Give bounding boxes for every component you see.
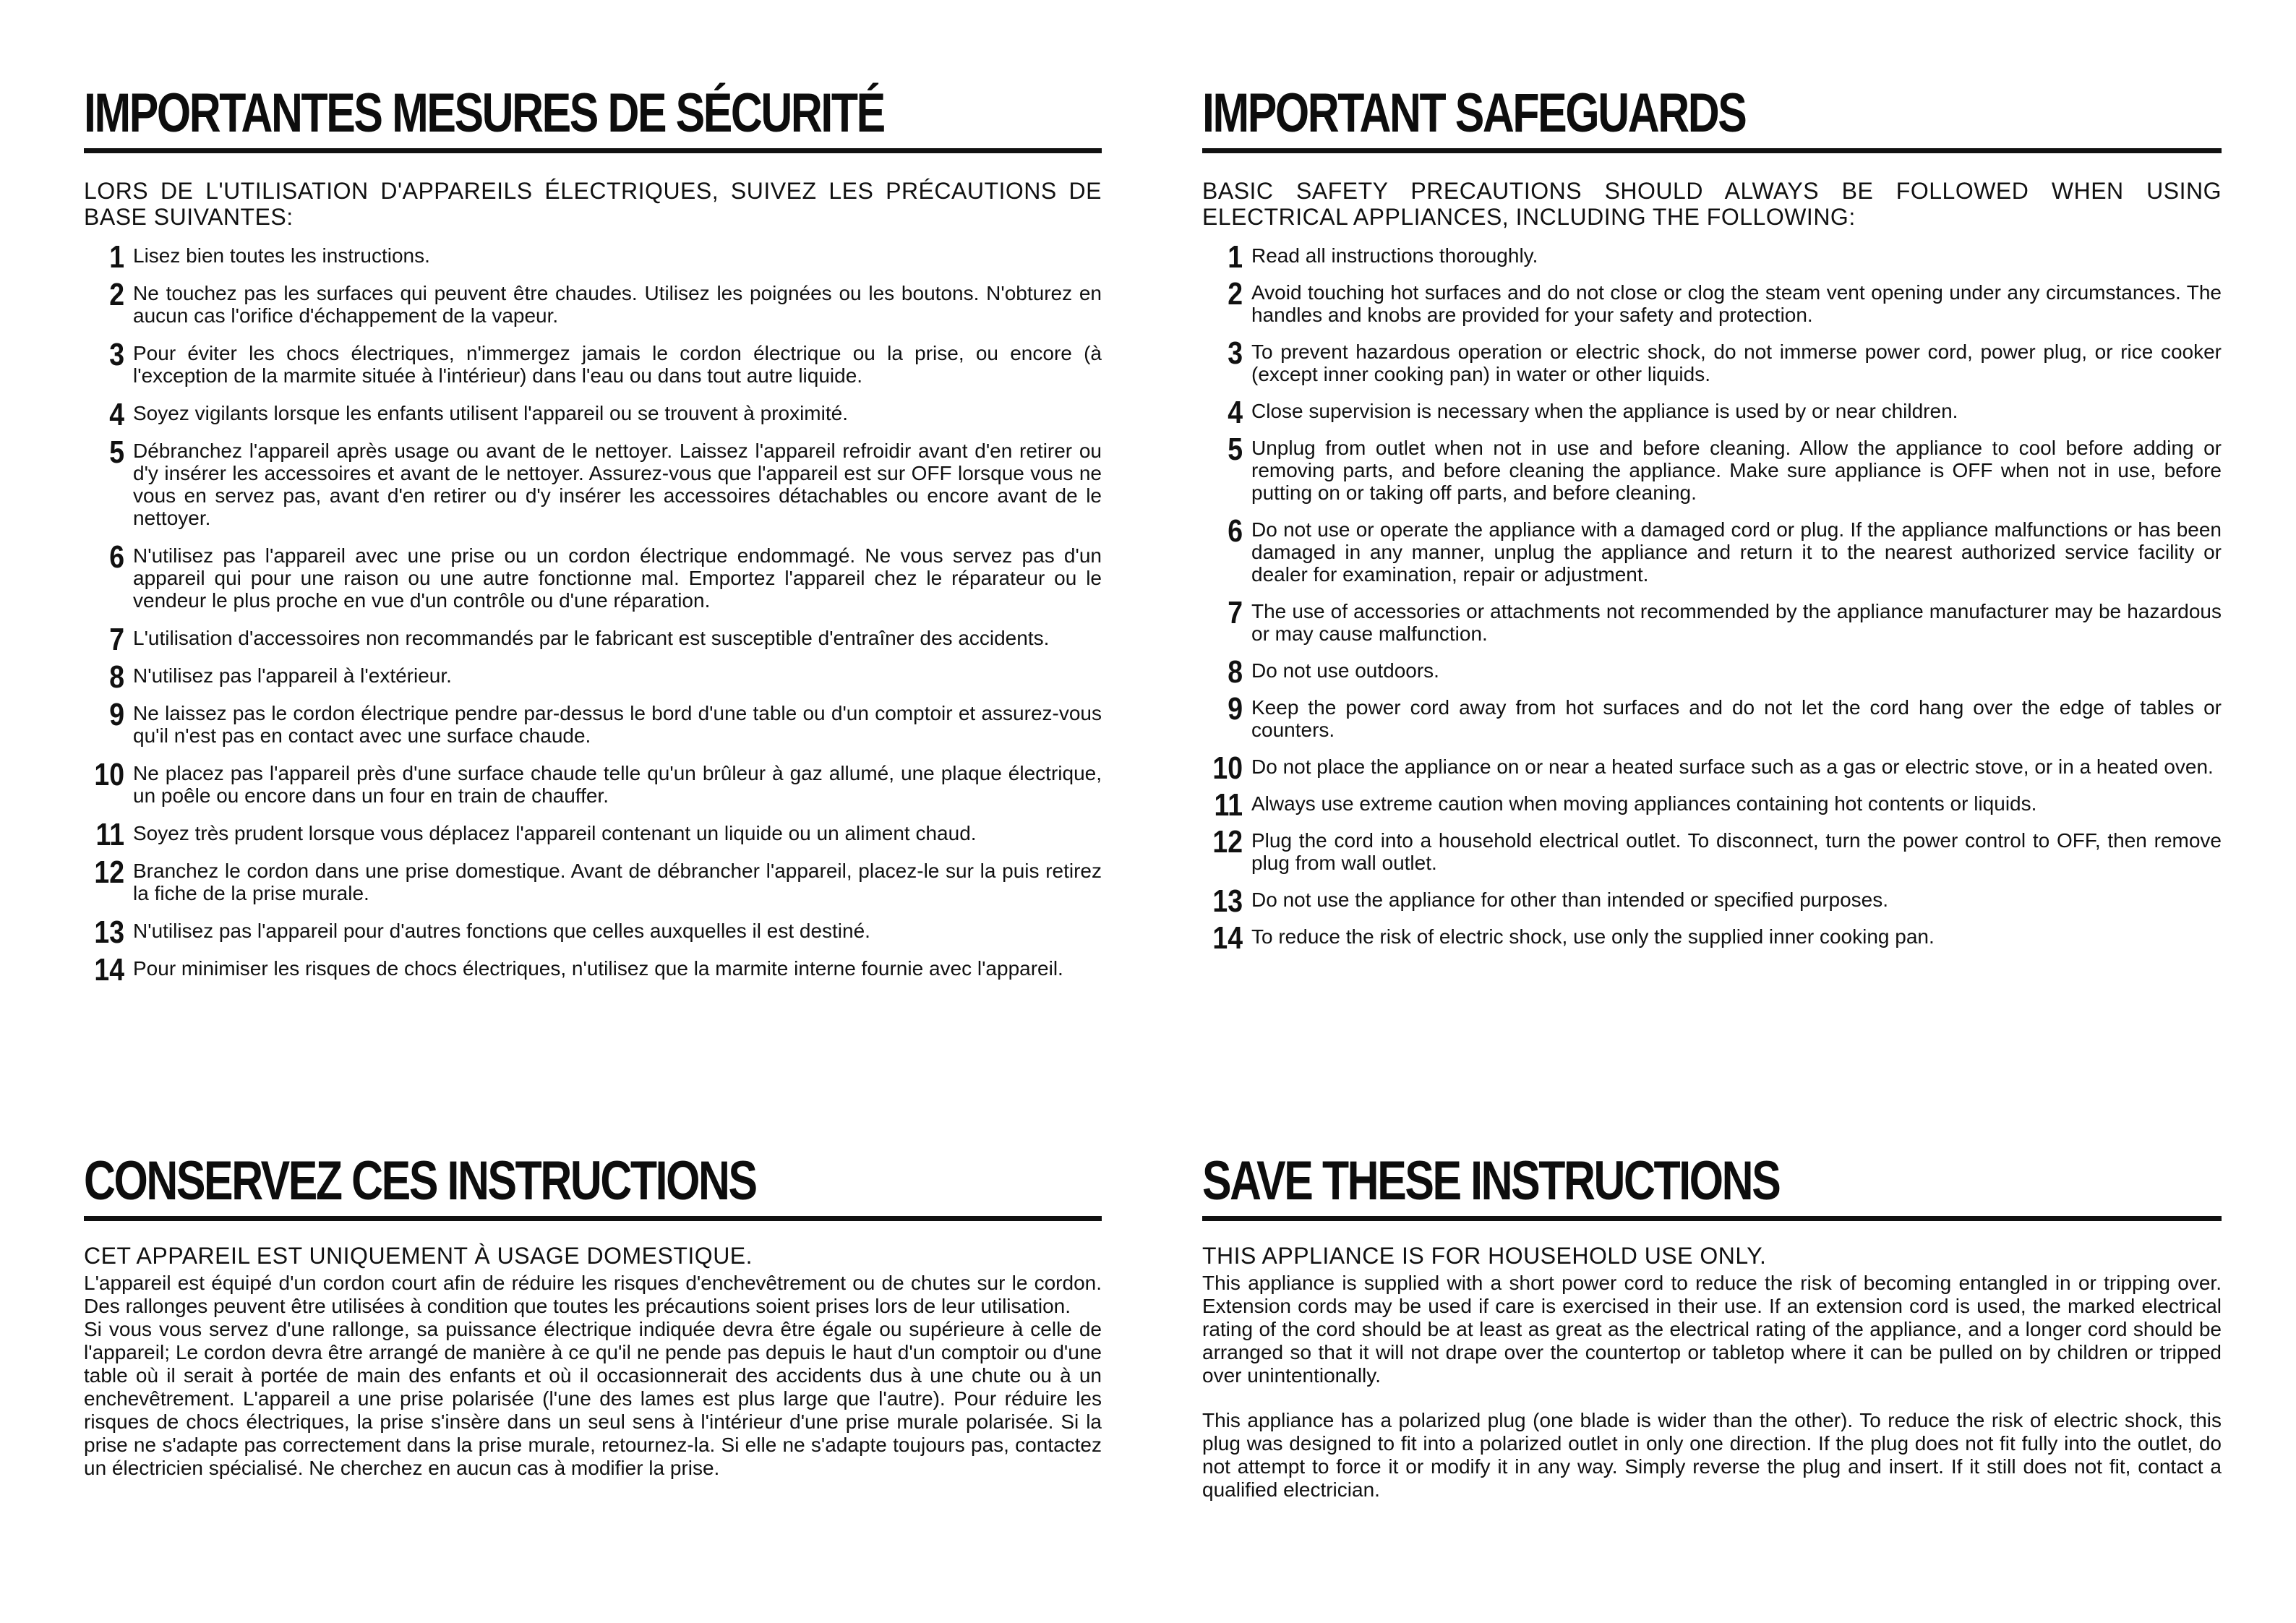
item-text: Pour minimiser les risques de chocs électriques, n'utilisez que la marmite interne fournie avec l'appareil. <box>133 957 1063 980</box>
item-text: Soyez très prudent lorsque vous déplacez l'appareil contenant un liquide ou un aliment chaud. <box>133 822 977 844</box>
item-number: 5 <box>109 434 124 470</box>
safeguard-item <box>1202 239 2222 275</box>
safeguard-item <box>84 817 1102 852</box>
safeguard-item <box>84 239 1102 275</box>
safeguard-item <box>1202 595 2222 645</box>
item-text: To prevent hazardous operation or electric shock, do not immerse power cord, power plug, or rice cooker (except inner cooking pan) in water or other liquids. <box>1251 341 2222 385</box>
safeguard-item <box>1202 920 2222 956</box>
item-text: Do not use outdoors. <box>1251 659 1439 682</box>
french-safeguards-title: IMPORTANTES MESURES DE SÉCURITÉ <box>84 82 884 144</box>
safeguard-item <box>1202 654 2222 690</box>
item-text: To reduce the risk of electric shock, use only the supplied inner cooking pan. <box>1251 925 1935 948</box>
french-safeguards-intro: LORS DE L'UTILISATION D'APPAREILS ÉLECTRIQUES, SUIVEZ LES PRÉCAUTIONS DE BASE SUIVANTES: <box>84 178 1102 230</box>
english-save-paragraph-2: This appliance has a polarized plug (one blade is wider than the other). To reduce the risk of electric shock, this plug was designed to fit into a polarized outlet in only one direction. If the plug does not fit fully into the outlet, do not attempt to force it or modify it in any way. Simply reverse the plug and insert. If it still does not fit, contact a qualified electrician. <box>1202 1409 2222 1501</box>
item-number: 2 <box>1228 276 1243 312</box>
safeguard-item <box>1202 883 2222 919</box>
french-safeguards-list <box>84 239 1102 988</box>
safeguard-item <box>84 952 1102 988</box>
item-text: N'utilisez pas l'appareil pour d'autres fonctions que celles auxquelles il est destiné. <box>133 920 870 942</box>
item-text: Ne placez pas l'appareil près d'une surface chaude telle qu'un brûleur à gaz allumé, une plaque électrique, un poêle ou encore dans un four en train de chauffer. <box>133 762 1102 807</box>
item-text: Keep the power cord away from hot surfaces and do not let the cord hang over the edge of tables or counters. <box>1251 696 2222 741</box>
item-number: 4 <box>109 397 124 432</box>
french-save-paragraph-1: L'appareil est équipé d'un cordon court afin de réduire les risques d'enchevêtrement ou de chutes sur le cordon. Des rallonges peuvent être utilisées à condition que toutes les précautions soient prises lors de leur utilisation. <box>84 1272 1102 1317</box>
item-text: Débranchez l'appareil après usage ou avant de le nettoyer. Laissez l'appareil refroidir avant d'en retirer ou d'y insérer les accessoires et avant de le nettoyer. Assurez-vous que l'appareil est sur OFF lorsque vous ne vous en servez pas, avant d'en retirer ou d'y insérer les accessoires détachables ou encore avant de le nettoyer. <box>133 440 1102 529</box>
item-text: N'utilisez pas l'appareil avec une prise ou un cordon électrique endommagé. Ne vous servez pas d'un appareil qui pour une raison ou une autre fonctionne mal. Emportez l'appareil chez le réparateur ou le vendeur le plus proche en vue d'un contrôle ou d'une réparation. <box>133 544 1102 612</box>
item-number: 14 <box>1212 920 1243 956</box>
safeguard-item <box>1202 824 2222 874</box>
item-text: Ne laissez pas le cordon électrique pendre par-dessus le bord d'une table ou d'un comptoir et assurez-vous qu'il n'est pas en contact avec une surface chaude. <box>133 702 1102 747</box>
safeguard-item <box>84 915 1102 950</box>
safeguard-item <box>1202 750 2222 786</box>
english-safeguards-section <box>1202 83 2222 962</box>
item-number: 3 <box>1228 335 1243 371</box>
safeguard-item <box>84 622 1102 657</box>
french-save-paragraph-2: Si vous vous servez d'une rallonge, sa puissance électrique indiquée devra être égale ou supérieure à celle de l'appareil; Le cordon devra être arrangé de manière à ce qu'il ne pende pas depuis le haut d'un comptoir ou d'une table où il serait à portée de main des enfants et où il occasionnerait des accidents dus à une chute ou à un enchevêtrement. L'appareil a une prise polarisée (l'une des lames est plus large que l'autre). Pour réduire les risques de chocs électriques, la prise s'insère dans un seul sens à l'intérieur d'une prise murale polarisée. Si la prise ne s'adapte pas correctement dans la prise murale, retournez-la. Si elle ne s'adapte toujours pas, contactez un électricien spécialisé. Ne cherchez en aucun cas à modifier la prise. <box>84 1318 1102 1479</box>
item-text: Do not use or operate the appliance with a damaged cord or plug. If the appliance malfunctions or has been damaged in any manner, unplug the appliance and return it to the nearest authorized service facility or dealer for examination, repair or adjustment. <box>1251 518 2222 586</box>
item-text: Branchez le cordon dans une prise domestique. Avant de débrancher l'appareil, placez-le sur la puis retirez la fiche de la prise murale. <box>133 860 1102 904</box>
item-text: Unplug from outlet when not in use and before cleaning. Allow the appliance to cool before adding or removing parts, and before cleaning the appliance. Make sure appliance is OFF when not in use, before putting on or taking off parts, and before cleaning. <box>1251 437 2222 504</box>
safeguard-item <box>1202 432 2222 504</box>
safeguard-item <box>84 277 1102 327</box>
item-number: 6 <box>109 539 124 575</box>
safeguard-item <box>1202 395 2222 430</box>
english-safeguards-title: IMPORTANT SAFEGUARDS <box>1202 82 1746 144</box>
safeguard-item <box>84 397 1102 432</box>
item-text: The use of accessories or attachments not recommended by the appliance manufacturer may be hazardous or may cause malfunction. <box>1251 600 2222 645</box>
safeguard-item <box>84 337 1102 387</box>
french-save-section <box>84 1151 1102 1480</box>
safeguard-item <box>84 539 1102 612</box>
item-number: 8 <box>1228 654 1243 690</box>
english-safeguards-list <box>1202 239 2222 956</box>
item-number: 8 <box>109 659 124 695</box>
french-safeguards-section <box>84 83 1102 995</box>
item-text: Soyez vigilants lorsque les enfants utilisent l'appareil ou se trouvent à proximité. <box>133 402 848 424</box>
english-save-title: SAVE THESE INSTRUCTIONS <box>1202 1150 1780 1212</box>
item-number: 7 <box>109 622 124 657</box>
item-text: Do not use the appliance for other than intended or specified purposes. <box>1251 888 1889 911</box>
english-save-section <box>1202 1151 2222 1502</box>
english-safeguards-intro: BASIC SAFETY PRECAUTIONS SHOULD ALWAYS BE FOLLOWED WHEN USING ELECTRICAL APPLIANCES, INCLUDING THE FOLLOWING: <box>1202 178 2222 230</box>
safeguard-item <box>84 659 1102 695</box>
item-text: Read all instructions thoroughly. <box>1251 244 1538 267</box>
item-number: 13 <box>94 915 124 950</box>
title-divider <box>1202 1216 2222 1221</box>
item-number: 1 <box>1228 239 1243 275</box>
safeguard-item <box>1202 513 2222 586</box>
item-number: 4 <box>1228 395 1243 430</box>
item-text: Always use extreme caution when moving appliances containing hot contents or liquids. <box>1251 792 2037 815</box>
french-save-subhead: CET APPAREIL EST UNIQUEMENT À USAGE DOMESTIQUE. <box>84 1243 753 1269</box>
item-number: 10 <box>1212 750 1243 786</box>
item-text: L'utilisation d'accessoires non recommandés par le fabricant est susceptible d'entraîner des accidents. <box>133 627 1050 649</box>
safeguard-item <box>1202 691 2222 741</box>
english-save-paragraph-1: This appliance is supplied with a short power cord to reduce the risk of becoming entangled in or tripping over. Extension cords may be used if care is exercised in their use. If an extension cord is used, the marked electrical rating of the cord should be at least as great as the electrical rating of the appliance, and a longer cord should be arranged so that it will not drape over the countertop or tabletop where it can be pulled on by children or tripped over unintentionally. <box>1202 1272 2222 1387</box>
item-text: Ne touchez pas les surfaces qui peuvent être chaudes. Utilisez les poignées ou les boutons. N'obturez en aucun cas l'orifice d'échappement de la vapeur. <box>133 282 1102 327</box>
item-text: Avoid touching hot surfaces and do not close or clog the steam vent opening under any circumstances. The handles and knobs are provided for your safety and protection. <box>1251 281 2222 326</box>
item-text: Pour éviter les chocs électriques, n'immergez jamais le cordon électrique ou la prise, ou encore (à l'exception de la marmite située à l'intérieur) dans l'eau ou dans tout autre liquide. <box>133 342 1102 387</box>
item-text: Plug the cord into a household electrical outlet. To disconnect, turn the power control to OFF, then remove plug from wall outlet. <box>1251 829 2222 874</box>
item-text: Lisez bien toutes les instructions. <box>133 244 430 267</box>
item-number: 3 <box>109 337 124 372</box>
item-number: 10 <box>94 757 124 792</box>
safeguard-item <box>84 855 1102 904</box>
safeguard-item <box>1202 335 2222 385</box>
item-number: 2 <box>109 277 124 312</box>
paragraph-spacer <box>1202 1387 2222 1409</box>
item-number: 9 <box>109 697 124 732</box>
safeguard-item <box>84 757 1102 807</box>
title-divider <box>84 1216 1102 1221</box>
english-save-subhead: THIS APPLIANCE IS FOR HOUSEHOLD USE ONLY. <box>1202 1243 1767 1269</box>
item-number: 11 <box>1214 787 1243 823</box>
title-divider <box>84 148 1102 153</box>
item-number: 12 <box>94 855 124 890</box>
item-number: 13 <box>1212 883 1243 919</box>
safeguard-item <box>1202 787 2222 823</box>
french-save-title: CONSERVEZ CES INSTRUCTIONS <box>84 1150 756 1212</box>
safeguard-item <box>84 697 1102 747</box>
item-text: N'utilisez pas l'appareil à l'extérieur. <box>133 664 452 687</box>
item-text: Close supervision is necessary when the appliance is used by or near children. <box>1251 400 1958 422</box>
item-number: 14 <box>94 952 124 988</box>
item-number: 11 <box>95 817 124 852</box>
item-number: 9 <box>1228 691 1243 727</box>
safeguard-item <box>84 434 1102 529</box>
title-divider <box>1202 148 2222 153</box>
item-number: 7 <box>1228 595 1243 630</box>
item-number: 5 <box>1228 432 1243 467</box>
item-text: Do not place the appliance on or near a heated surface such as a gas or electric stove, or in a heated oven. <box>1251 755 2214 778</box>
item-number: 6 <box>1228 513 1243 549</box>
safeguard-item <box>1202 276 2222 326</box>
item-number: 1 <box>109 239 124 275</box>
item-number: 12 <box>1212 824 1243 860</box>
